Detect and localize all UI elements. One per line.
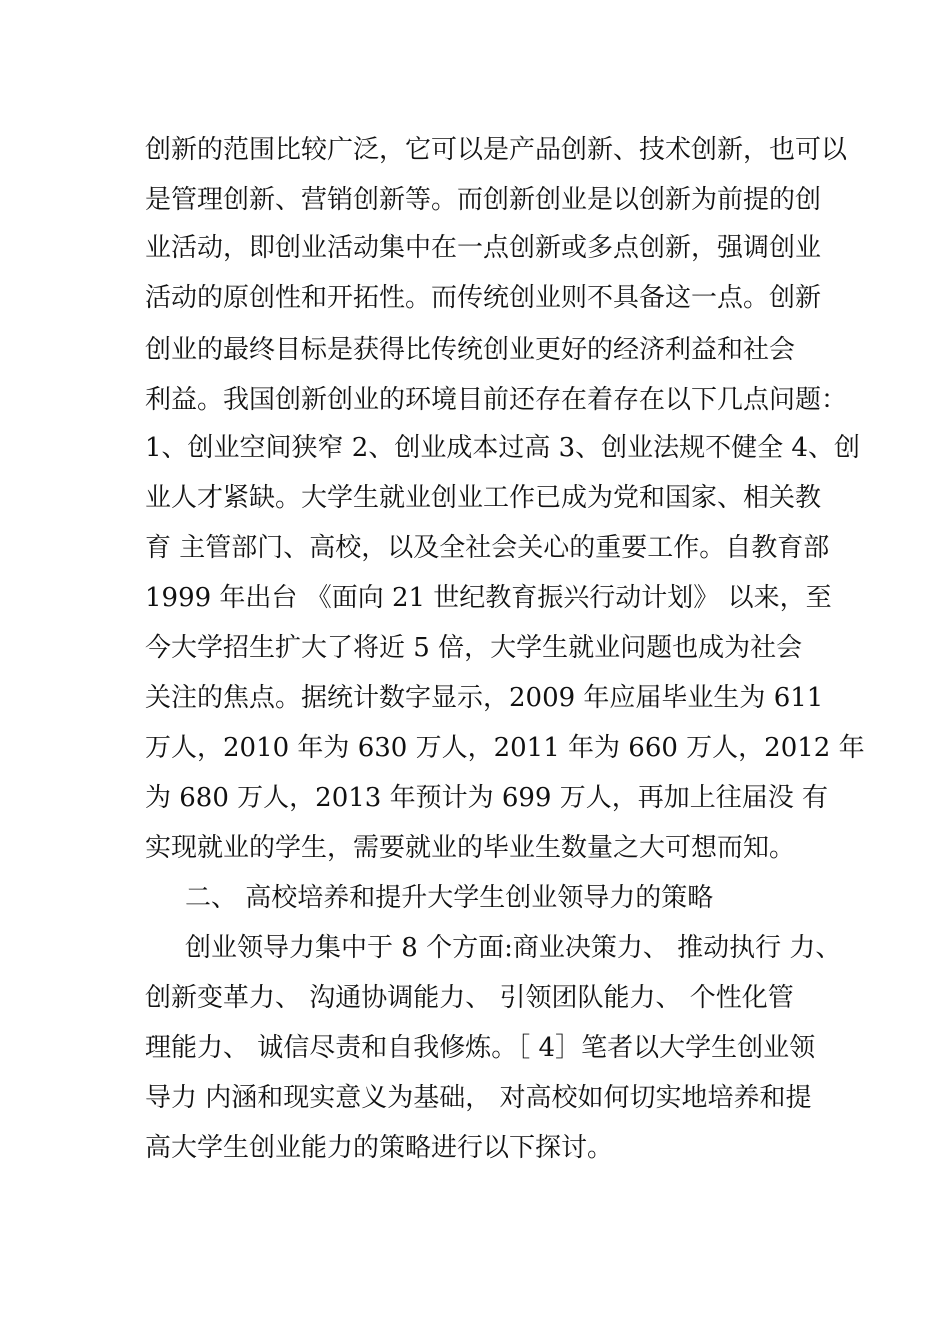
text-line: 创新的范围比较广泛，它可以是产品创新、技术创新，也可以: [145, 135, 848, 165]
text-line: 育 主管部门、高校，以及全社会关心的重要工作。自教育部: [145, 533, 830, 563]
text-line: 1999 年出台 《面向 21 世纪教育振兴行动计划》 以来，至: [145, 583, 832, 613]
text-line: 为 680 万人，2013 年预计为 699 万人，再加上往届没 有: [145, 783, 829, 813]
text-line: 是管理创新、营销创新等。而创新创业是以创新为前提的创: [145, 185, 822, 215]
text-line: 1、创业空间狭窄 2、创业成本过高 3、创业法规不健全 4、创: [145, 433, 860, 463]
text-line: 业人才紧缺。大学生就业创业工作已成为党和国家、相关教: [145, 483, 822, 513]
text-line: 关注的焦点。据统计数字显示，2009 年应届毕业生为 611: [145, 683, 824, 713]
text-line: 实现就业的学生，需要就业的毕业生数量之大可想而知。: [145, 833, 796, 863]
text-line: 万人，2010 年为 630 万人，2011 年为 660 万人，2012 年: [145, 733, 865, 763]
text-line: 高大学生创业能力的策略进行以下探讨。: [145, 1133, 614, 1163]
text-line: 导力 内涵和现实意义为基础， 对高校如何切实地培养和提: [145, 1083, 812, 1113]
text-line: 业活动，即创业活动集中在一点创新或多点创新，强调创业: [145, 233, 822, 263]
text-line: 理能力、 诚信尽责和自我修炼。［ 4］笔者以大学生创业领: [145, 1033, 816, 1063]
text-line: 创业的最终目标是获得比传统创业更好的经济利益和社会: [145, 335, 796, 365]
text-line: 利益。我国创新创业的环境目前还存在着存在以下几点问题：: [145, 385, 848, 415]
text-line: 活动的原创性和开拓性。而传统创业则不具备这一点。创新: [145, 283, 822, 313]
section-heading: 二、 高校培养和提升大学生创业领导力的策略: [185, 883, 714, 913]
text-line: 今大学招生扩大了将近 5 倍，大学生就业问题也成为社会: [145, 633, 803, 663]
text-line: 创新变革力、 沟通协调能力、 引领团队能力、 个性化管: [145, 983, 794, 1013]
text-line: 创业领导力集中于 8 个方面:商业决策力、 推动执行 力、: [185, 933, 842, 963]
